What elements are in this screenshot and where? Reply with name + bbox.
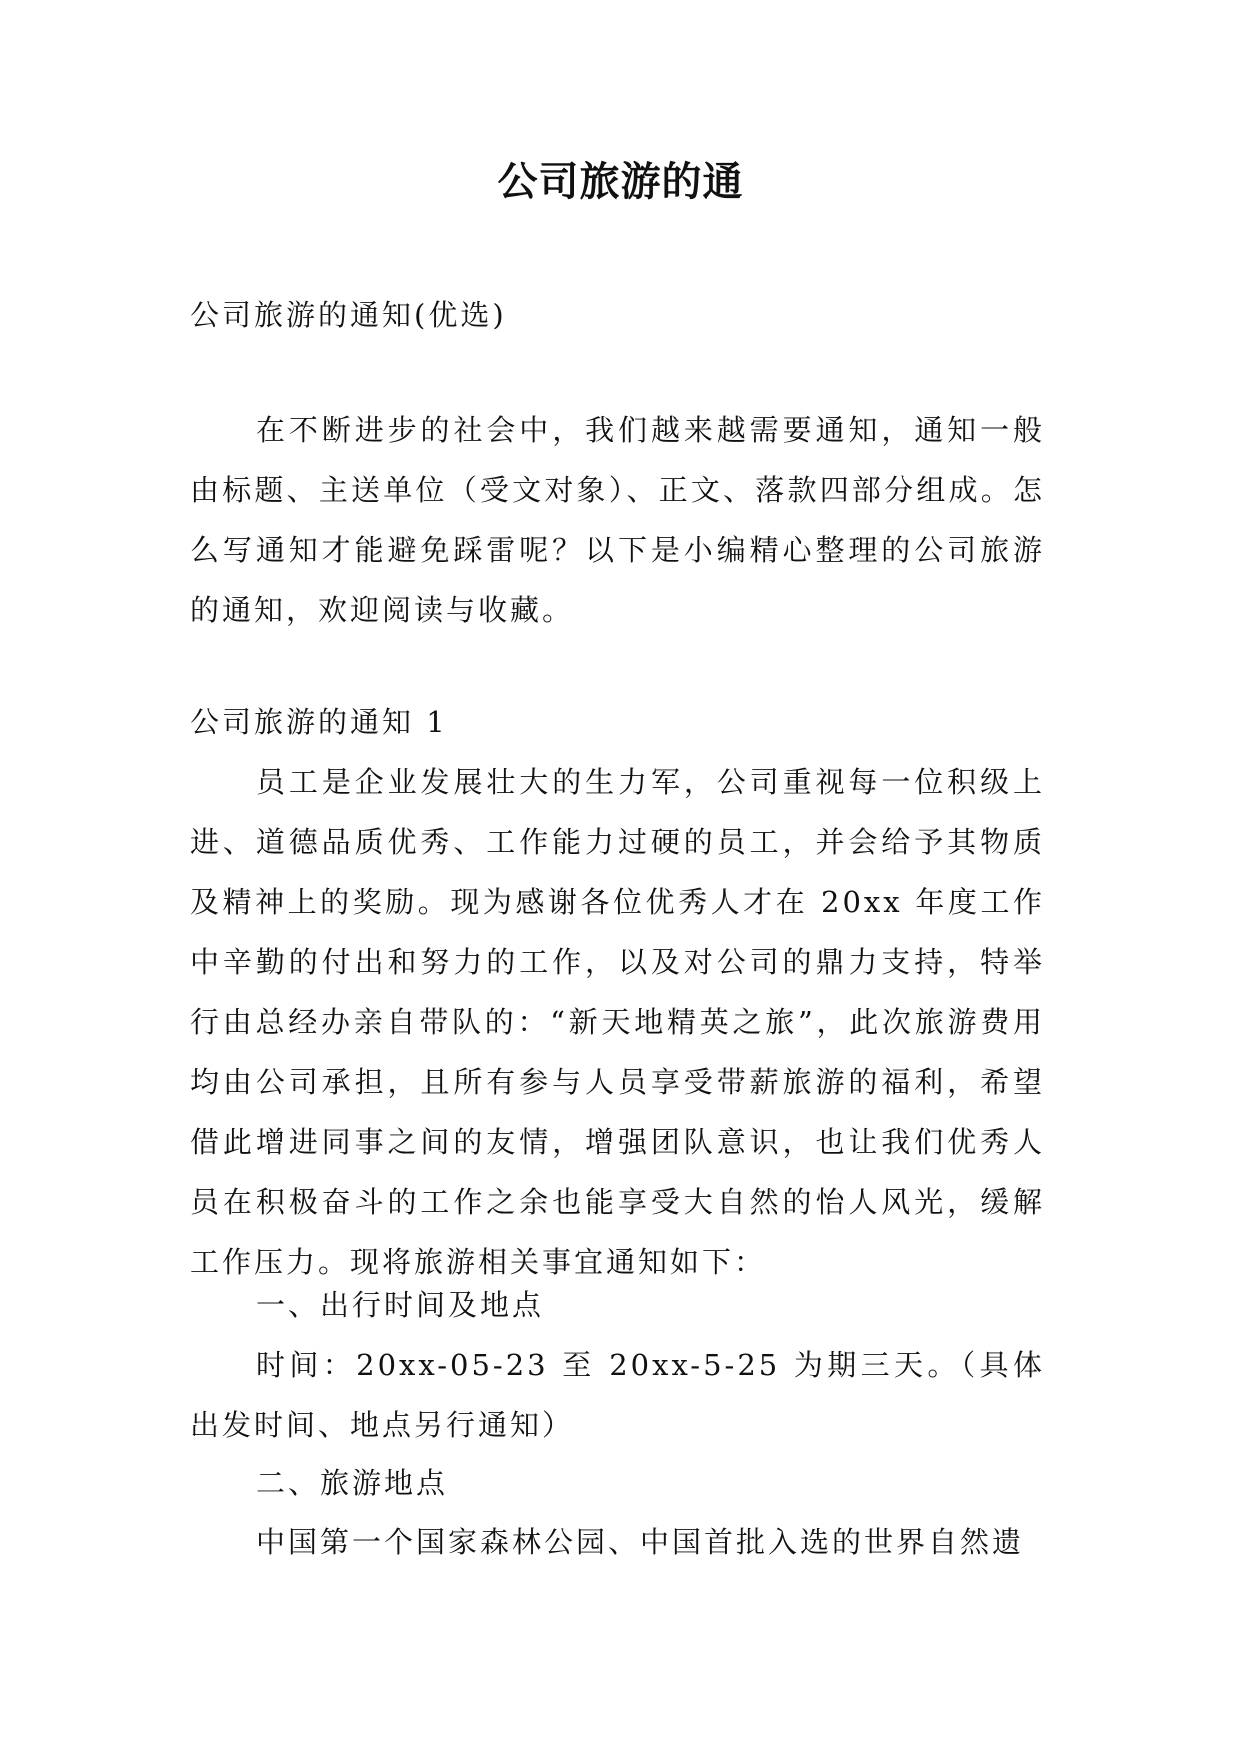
item-heading-time-location: 一、出行时间及地点 bbox=[256, 1288, 545, 1322]
item-heading-destination: 二、旅游地点 bbox=[256, 1466, 449, 1500]
item-body-destination: 中国第一个国家森林公园、中国首批入选的世界自然遗 bbox=[256, 1525, 1025, 1559]
item-body-time: 时间：20xx-05-23 至 20xx-5-25 为期三天。（具体出发时间、地点另行通知） bbox=[190, 1348, 1045, 1442]
intro-paragraph: 在不断进步的社会中，我们越来越需要通知，通知一般由标题、主送单位（受文对象）、正文、落款四部分组成。怎么写通知才能避免踩雷呢？以下是小编精心整理的公司旅游的通知，欢迎阅读与收藏。 bbox=[190, 413, 1045, 627]
document-title: 公司旅游的通 bbox=[497, 158, 744, 205]
section-heading: 公司旅游的通知 1 bbox=[190, 705, 448, 739]
document-subtitle: 公司旅游的通知(优选) bbox=[190, 298, 507, 332]
section-body-paragraph: 员工是企业发展壮大的生力军，公司重视每一位积级上进、道德品质优秀、工作能力过硬的员工，并会给予其物质及精神上的奖励。现为感谢各位优秀人才在 20xx 年度工作中辛勤的付出和努力的工作，以及对公司的鼎力支持，特举行由总经办亲自带队的：“新天地精英之旅”，此次旅游费用均由公司承担，且所有参与人员享受带薪旅游的福利，希望借此增进同事之间的友情，增强团队意识，也让我们优秀人员在积极奋斗的工作之余也能享受大自然的怡人风光，缓解工作压力。现将旅游相关事宜通知如下： bbox=[190, 765, 1045, 1279]
